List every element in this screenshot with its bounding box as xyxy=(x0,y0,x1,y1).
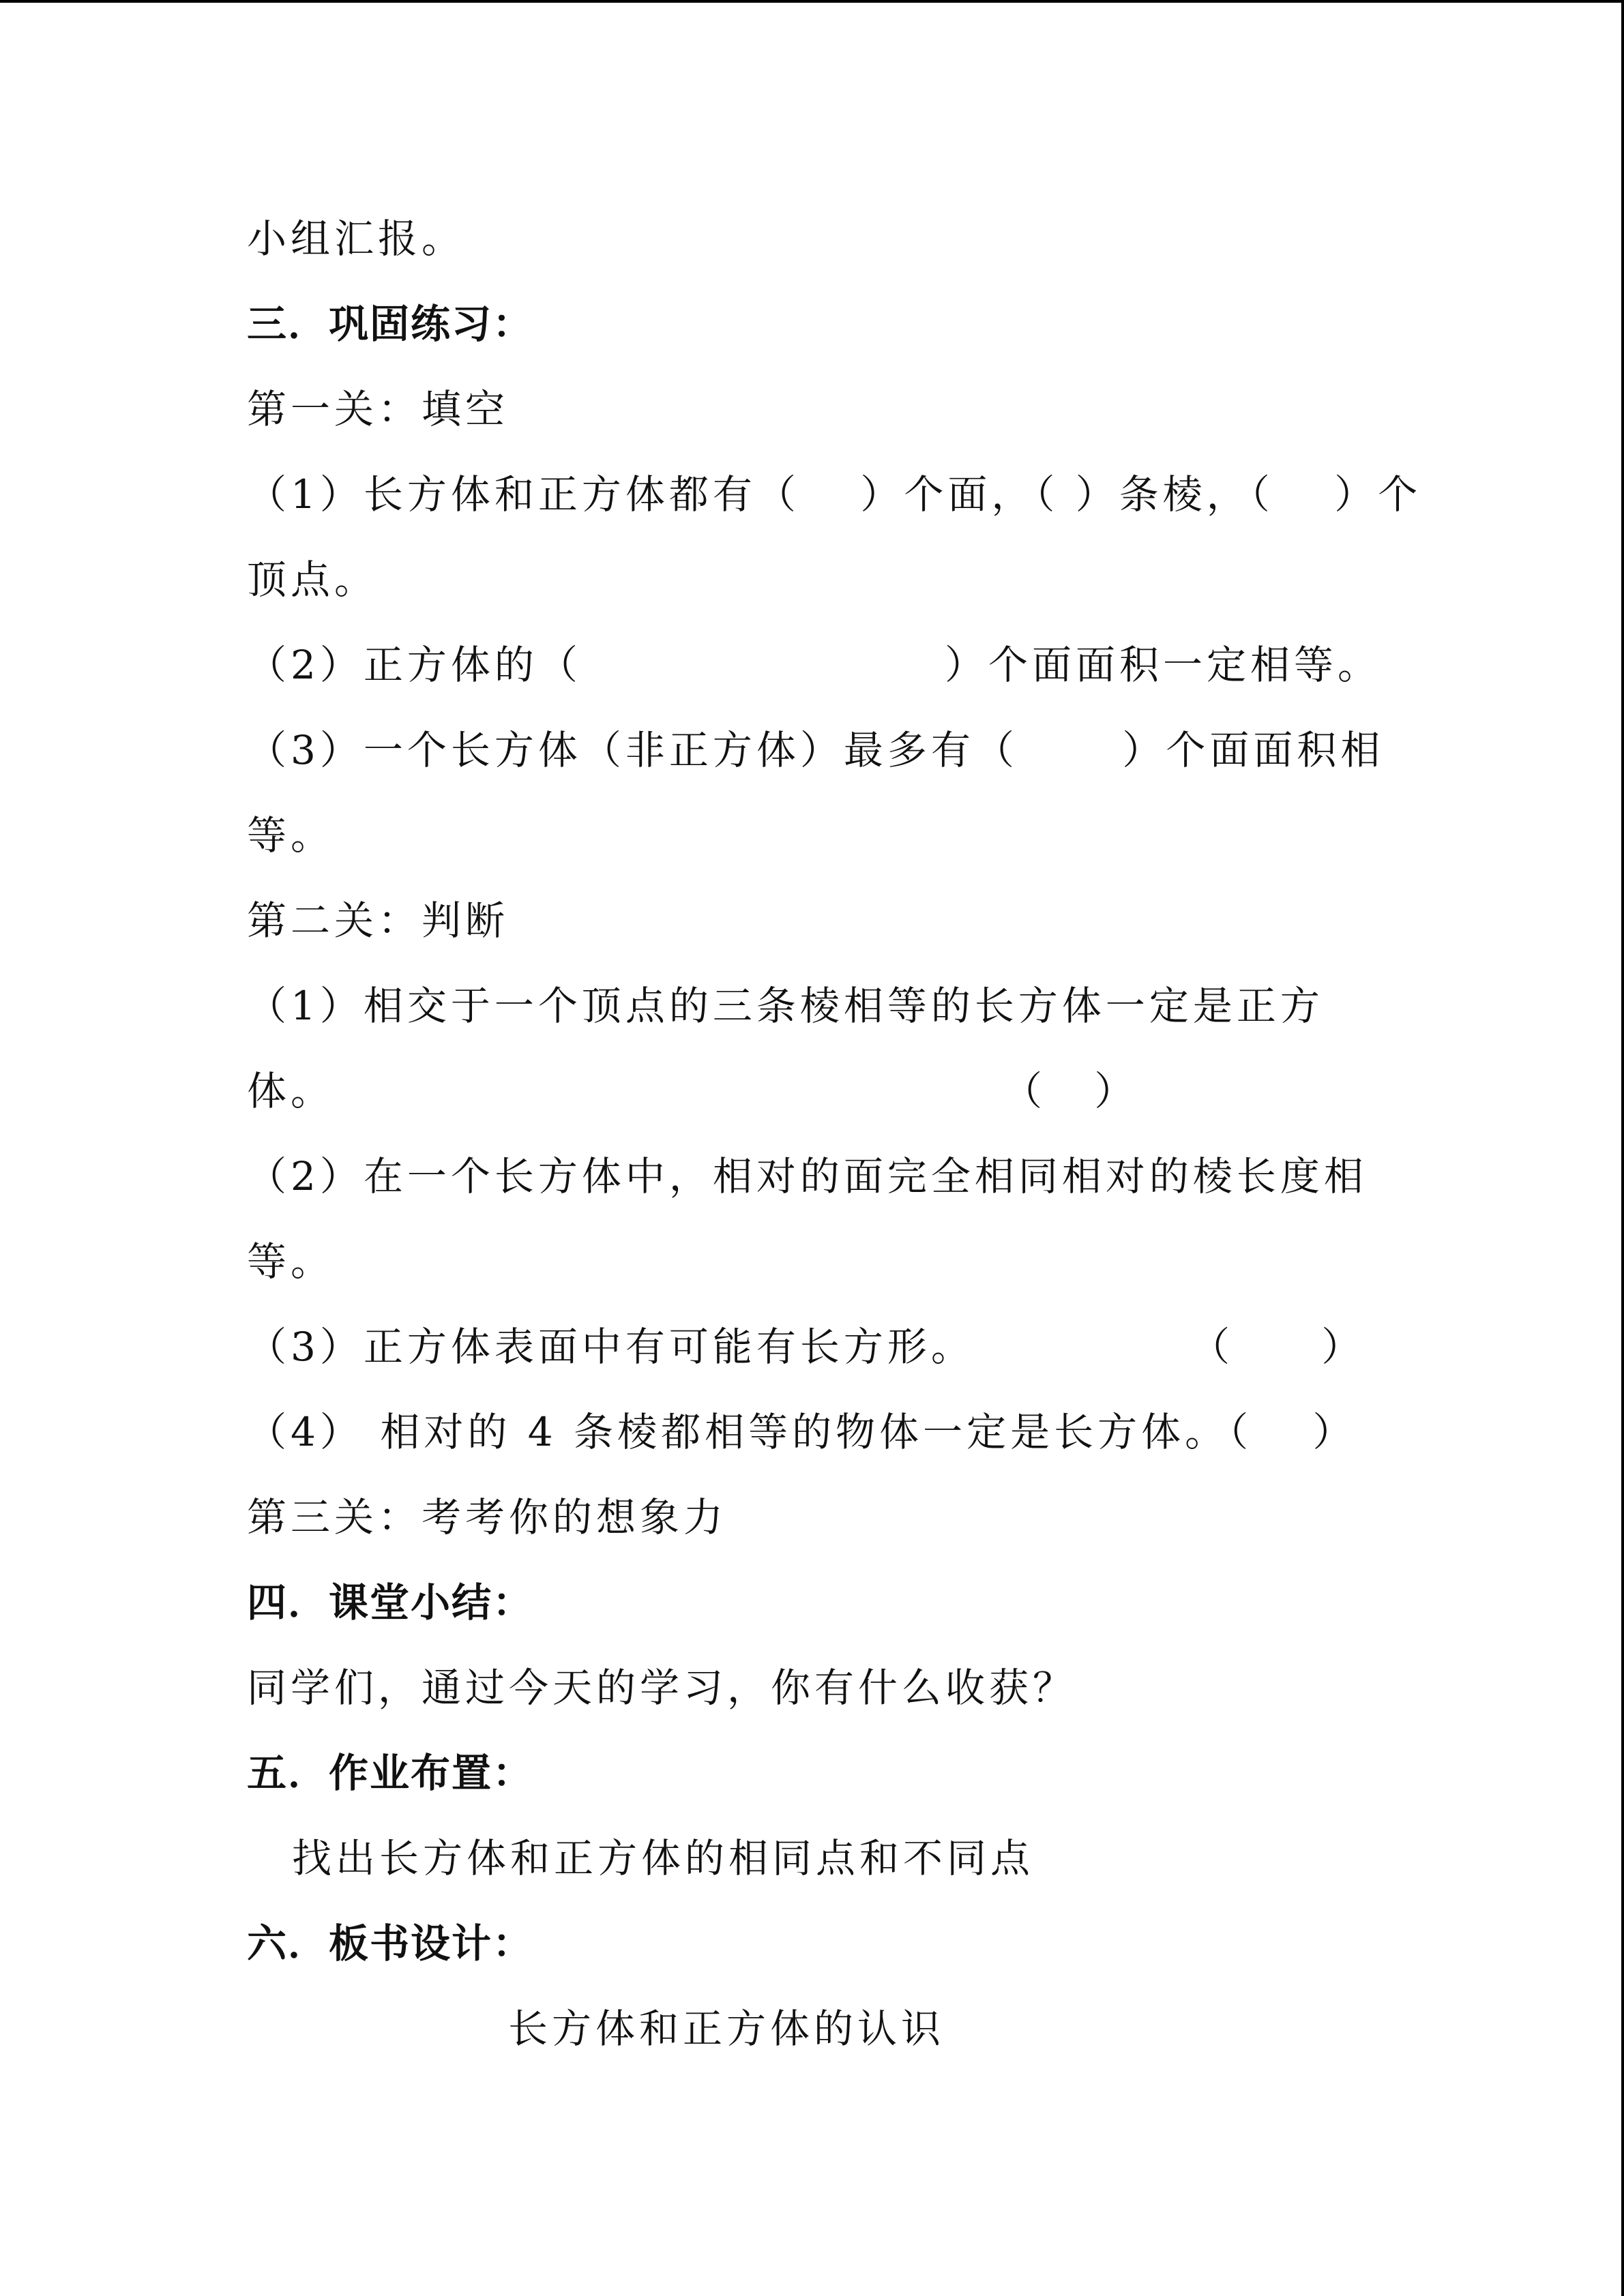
judge-q3: （3）正方体表面中有可能有长方形。 xyxy=(247,1324,975,1370)
heading-class-summary: 四．课堂小结： xyxy=(247,1579,534,1626)
page-border-top xyxy=(0,0,1624,3)
text-group-report: 小组汇报。 xyxy=(247,215,466,262)
judge-q3-answer-paren: （ ） xyxy=(1190,1324,1361,1370)
fill-blank-q3-cont: 等。 xyxy=(247,812,335,859)
homework-task: 找出长方体和正方体的相同点和不同点 xyxy=(292,1835,1035,1881)
level-three-title: 第三关：考考你的想象力 xyxy=(247,1494,728,1540)
fill-blank-q3: （3）一个长方体（非正方体）最多有（ ）个面面积相 xyxy=(247,727,1385,773)
board-design-title: 长方体和正方体的认识 xyxy=(508,2006,945,2052)
heading-consolidation-practice: 三．巩固练习： xyxy=(247,301,534,347)
page-border-right xyxy=(1621,0,1624,2296)
heading-board-design: 六．板书设计： xyxy=(247,1920,534,1967)
fill-blank-q2: （2）正方体的（ xyxy=(247,642,582,688)
level-one-title: 第一关：填空 xyxy=(247,386,510,432)
heading-homework: 五．作业布置： xyxy=(247,1750,534,1796)
judge-q1-cont: 体。 xyxy=(247,1068,335,1114)
summary-question: 同学们，通过今天的学习，你有什么收获？ xyxy=(247,1665,1077,1711)
fill-blank-q1-cont: 顶点。 xyxy=(247,556,379,603)
judge-q2: （2）在一个长方体中，相对的面完全相同相对的棱长度相 xyxy=(247,1153,1368,1199)
judge-q1-answer-paren: （ ） xyxy=(1003,1068,1134,1114)
judge-q2-cont: 等。 xyxy=(247,1238,335,1285)
level-two-title: 第二关：判断 xyxy=(247,897,510,944)
fill-blank-q1: （1）长方体和正方体都有（ ）个面，（ ）条棱，（ ）个 xyxy=(247,471,1422,518)
judge-q1: （1）相交于一个顶点的三条棱相等的长方体一定是正方 xyxy=(247,983,1324,1029)
fill-blank-q2-tail: ）个面面积一定相等。 xyxy=(945,642,1382,688)
judge-q4: （4） 相对的 4 条棱都相等的物体一定是长方体。（ ） xyxy=(247,1409,1357,1455)
